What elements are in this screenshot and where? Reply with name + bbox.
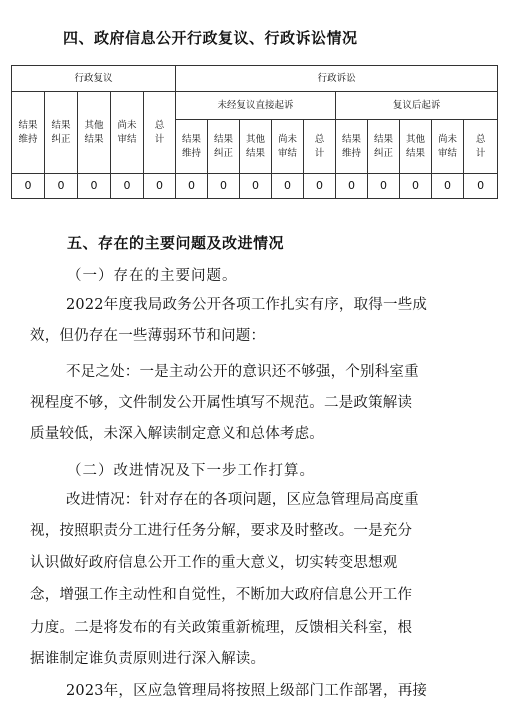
table-cell: 0	[304, 174, 336, 199]
paragraph-line: 据谁制定谁负责原则进行深入解读。	[30, 651, 266, 667]
table-cell: 0	[368, 174, 400, 199]
col-direct-other: 其他 结果	[240, 120, 272, 174]
table-cell: 0	[464, 174, 498, 199]
col-direct-total: 总 计	[304, 120, 336, 174]
col-direct-pending: 尚未 审结	[272, 120, 304, 174]
subsection-2-heading: （二）改进情况及下一步工作打算。	[67, 463, 315, 479]
col-review-other: 其他 结果	[78, 92, 111, 174]
header-administrative-review: 行政复议	[12, 66, 176, 92]
table-header-row-2	[12, 92, 498, 120]
section-5-heading: 五、存在的主要问题及改进情况	[67, 234, 285, 252]
table-header-row-1	[12, 66, 498, 92]
table-cell: 0	[432, 174, 464, 199]
table-cell: 0	[144, 174, 176, 199]
header-suit-after-review: 复议后起诉	[336, 92, 498, 120]
table-cell: 0	[272, 174, 304, 199]
paragraph-line: 2022年度我局政务公开各项工作扎实有序，取得一些成	[66, 297, 428, 313]
paragraph-line: 念，增强工作主动性和自觉性，不断加大政府信息公开工作	[30, 587, 413, 603]
col-after-other: 其他 结果	[400, 120, 432, 174]
table-cell: 0	[336, 174, 368, 199]
header-direct-suit: 未经复议直接起诉	[176, 92, 336, 120]
table-cell: 0	[240, 174, 272, 199]
table-cell: 0	[176, 174, 208, 199]
table-row	[12, 174, 498, 199]
col-review-total: 总 计	[144, 92, 176, 174]
section-4-heading: 四、政府信息公开行政复议、行政诉讼情况	[63, 29, 358, 47]
col-direct-upheld: 结果 维持	[176, 120, 208, 174]
table-cell: 0	[78, 174, 111, 199]
col-review-upheld: 结果 维持	[12, 92, 45, 174]
paragraph-line: 认识做好政府信息公开工作的重大意义，切实转变思想观	[30, 555, 398, 571]
paragraph-line: 视，按照职责分工进行任务分解，要求及时整改。一是充分	[30, 523, 413, 539]
col-review-corrected: 结果 纠正	[45, 92, 78, 174]
col-review-pending: 尚未 审结	[111, 92, 144, 174]
paragraph-line: 2023年，区应急管理局将按照上级部门工作部署，再接	[66, 683, 428, 699]
paragraph-line: 力度。二是将发布的有关政策重新梳理，反馈相关科室，根	[30, 620, 413, 636]
table-cell: 0	[12, 174, 45, 199]
table-cell: 0	[400, 174, 432, 199]
table-cell: 0	[208, 174, 240, 199]
col-direct-corrected: 结果 纠正	[208, 120, 240, 174]
paragraph-line: 质量较低，未深入解读制定意义和总体考虑。	[30, 426, 324, 442]
subsection-1-heading: （一）存在的主要问题。	[67, 268, 238, 284]
table-cell: 0	[45, 174, 78, 199]
col-after-corrected: 结果 纠正	[368, 120, 400, 174]
col-after-total: 总 计	[464, 120, 498, 174]
table-cell: 0	[111, 174, 144, 199]
col-after-pending: 尚未 审结	[432, 120, 464, 174]
review-litigation-table	[11, 65, 498, 199]
paragraph-line: 不足之处：一是主动公开的意识还不够强，个别科室重	[66, 364, 419, 380]
paragraph-line: 效，但仍存在一些薄弱环节和问题：	[30, 328, 266, 344]
paragraph-line: 改进情况：针对存在的各项问题，区应急管理局高度重	[66, 492, 419, 508]
paragraph-line: 视程度不够，文件制发公开属性填写不规范。二是政策解读	[30, 395, 413, 411]
header-administrative-litigation: 行政诉讼	[176, 66, 498, 92]
col-after-upheld: 结果 维持	[336, 120, 368, 174]
